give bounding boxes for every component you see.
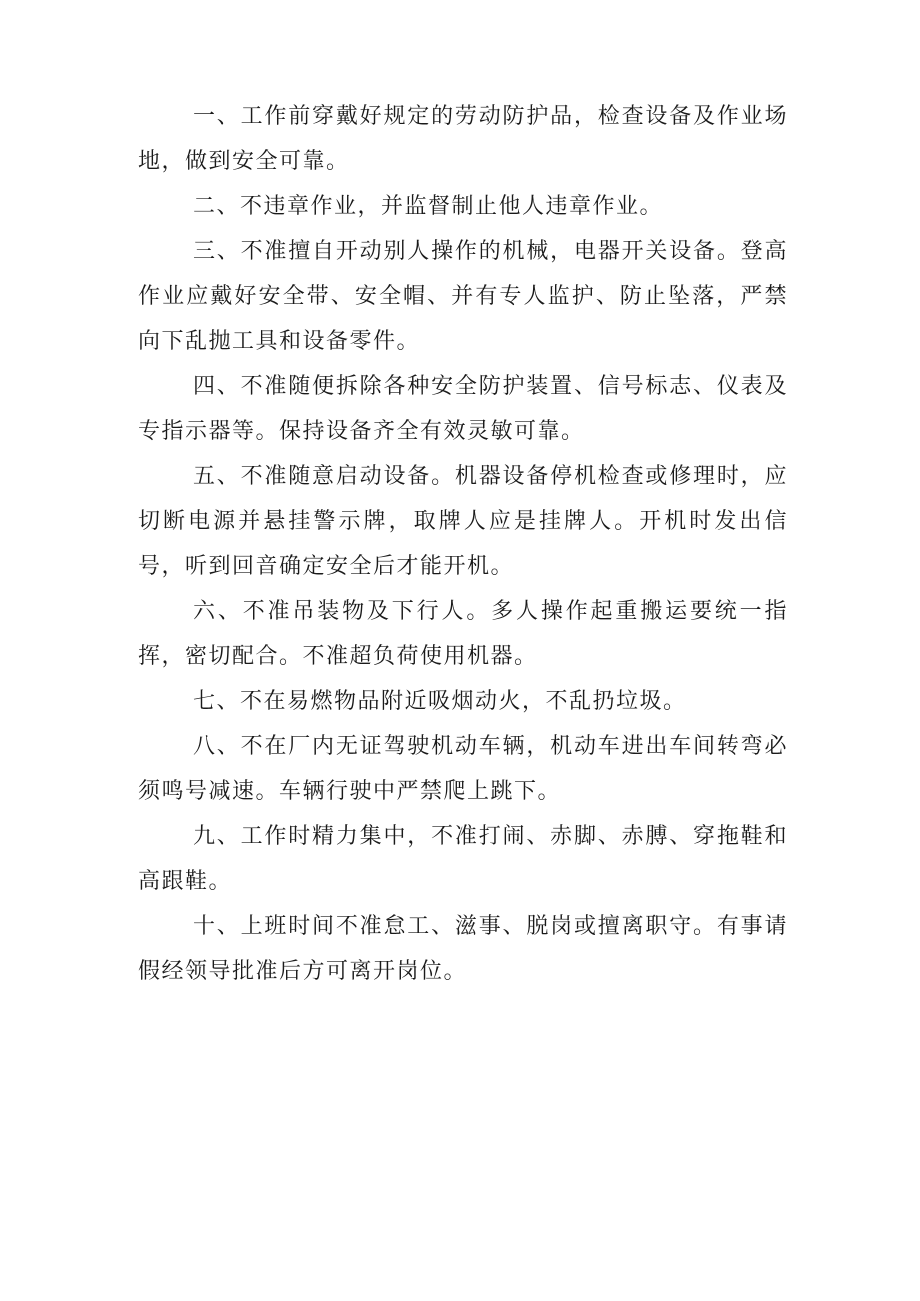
rule-10: 十、上班时间不准怠工、滋事、脱岗或擅离职守。有事请假经领导批准后方可离开岗位。 bbox=[138, 914, 788, 984]
rule-4: 四、不准随便拆除各种安全防护装置、信号标志、仪表及专指示器等。保持设备齐全有效灵敏可靠。 bbox=[138, 374, 788, 444]
rule-2: 二、不违章作业，并监督制止他人违章作业。 bbox=[193, 194, 664, 219]
rules-body bbox=[138, 94, 788, 994]
rule-7: 七、不在易燃物品附近吸烟动火，不乱扔垃圾。 bbox=[193, 689, 687, 714]
rule-3: 三、不准擅自开动别人操作的机械，电器开关设备。登高作业应戴好安全带、安全帽、并有专人监护、防止坠落，严禁向下乱抛工具和设备零件。 bbox=[138, 239, 788, 354]
rule-9: 九、工作时精力集中，不准打闹、赤脚、赤膊、穿拖鞋和高跟鞋。 bbox=[138, 824, 788, 894]
rule-6: 六、不准吊装物及下行人。多人操作起重搬运要统一指挥，密切配合。不准超负荷使用机器。 bbox=[138, 599, 788, 669]
rule-1: 一、工作前穿戴好规定的劳动防护品，检查设备及作业场地，做到安全可靠。 bbox=[138, 104, 788, 174]
rule-8: 八、不在厂内无证驾驶机动车辆，机动车进出车间转弯必须鸣号减速。车辆行驶中严禁爬上跳下。 bbox=[138, 734, 788, 804]
rule-5: 五、不准随意启动设备。机器设备停机检查或修理时，应切断电源并悬挂警示牌，取牌人应是挂牌人。开机时发出信号，听到回音确定安全后才能开机。 bbox=[138, 464, 788, 579]
